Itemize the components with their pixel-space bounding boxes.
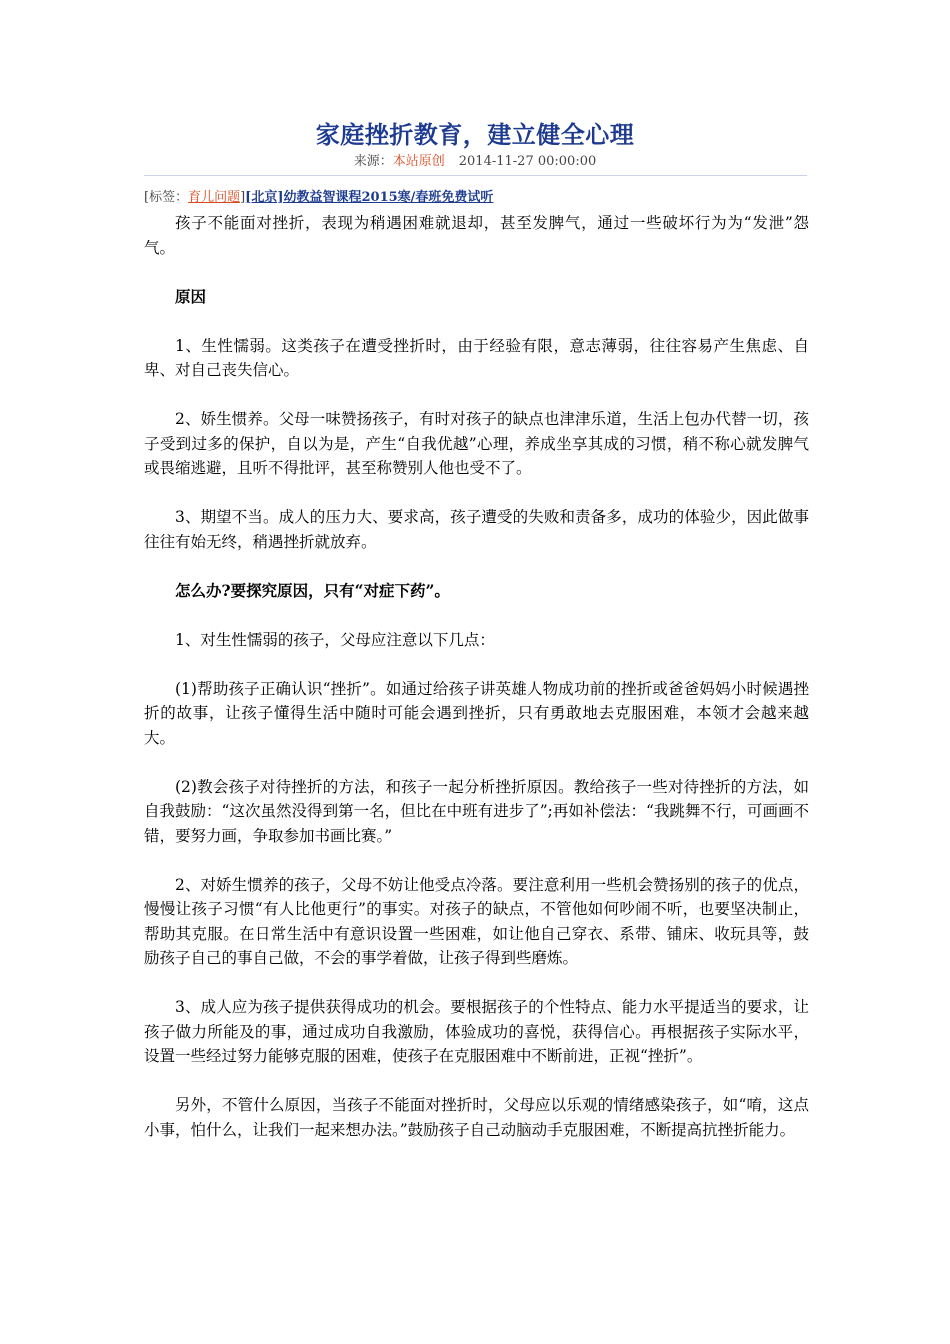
tag-suffix: ] xyxy=(240,190,246,205)
paragraph: 1、生性懦弱。这类孩子在遭受挫折时，由于经验有限，意志薄弱，往往容易产生焦虑、自卑、对自己丧失信心。 xyxy=(144,336,809,379)
paragraph: 1、对生性懦弱的孩子，父母应注意以下几点： xyxy=(175,630,495,649)
article-body xyxy=(144,211,809,1167)
tag-prefix: [标签： xyxy=(144,190,189,205)
tag-bar xyxy=(144,189,807,207)
paragraph: 孩子不能面对挫折，表现为稍遇困难就退却，甚至发脾气，通过一些破坏行为为“发泄”怨气。 xyxy=(144,214,809,257)
paragraph: (2)教会孩子对待挫折的方法，和孩子一起分析挫折原因。教给孩子一些对待挫折的方法，如自我鼓励：“这次虽然没得到第一名，但比在中班有进步了”;再如补偿法：“我跳舞不行，可画画不错，要努力画，争取参加书画比赛。” xyxy=(144,777,809,845)
section-heading-solutions: 怎么办?要探究原因，只有“对症下药”。 xyxy=(175,580,450,600)
paragraph: 3、成人应为孩子提供获得成功的机会。要根据孩子的个性特点、能力水平提适当的要求，让孩子做力所能及的事，通过成功自我激励，体验成功的喜悦，获得信心。再根据孩子实际水平，设置一些经过努力能够克服的困难，使孩子在克服困难中不断前进，正视“挫折”。 xyxy=(144,998,809,1065)
article-meta xyxy=(0,153,950,171)
paragraph: 另外，不管什么原因，当孩子不能面对挫折时，父母应以乐观的情绪感染孩子，如“唷，这点小事，怕什么，让我们一起来想办法。”鼓励孩子自己动脑动手克服困难，不断提高抗挫折能力。 xyxy=(144,1096,809,1139)
publish-datetime: 2014-11-27 00:00:00 xyxy=(458,154,597,169)
header-divider xyxy=(144,175,807,176)
source-label: 来源： xyxy=(353,154,393,169)
paragraph: (1)帮助孩子正确认识“挫折”。如通过给孩子讲英雄人物成功前的挫折或爸爸妈妈小时候遇挫折的故事，让孩子懂得生活中随时可能会遇到挫折，只有勇敢地去克服困难，本领才会越来越大。 xyxy=(144,679,809,747)
paragraph: 3、期望不当。成人的压力大、要求高，孩子遭受的失败和责备多，成功的体验少，因此做事往往有始无终，稍遇挫折就放弃。 xyxy=(144,508,809,551)
paragraph: 2、娇生惯养。父母一味赞扬孩子，有时对孩子的缺点也津津乐道，生活上包办代替一切，孩子受到过多的保护，自以为是，产生“自我优越”心理，养成坐享其成的习惯，稍不称心就发脾气或畏缩逃避，且听不得批评，甚至称赞别人他也受不了。 xyxy=(144,410,809,477)
article-title: 家庭挫折教育，建立健全心理 xyxy=(315,120,635,149)
paragraph: 2、对娇生惯养的孩子，父母不妨让他受点冷落。要注意利用一些机会赞扬别的孩子的优点，慢慢让孩子习惯“有人比他更行”的事实。对孩子的缺点，不管他如何吵闹不听，也要坚决制止，帮助其克服。在日常生活中有意识设置一些困难，如让他自己穿衣、系带、铺床、收玩具等，鼓励孩子自己的事自己做，不会的事学着做，让孩子得到些磨炼。 xyxy=(144,875,809,967)
source-name: 本站原创 xyxy=(392,154,445,169)
promo-link-course[interactable]: [北京]幼教益智课程2015寒/春班免费试听 xyxy=(245,190,494,205)
tag-link-parenting[interactable]: 育儿问题 xyxy=(188,190,241,205)
section-heading-causes: 原因 xyxy=(175,286,207,306)
